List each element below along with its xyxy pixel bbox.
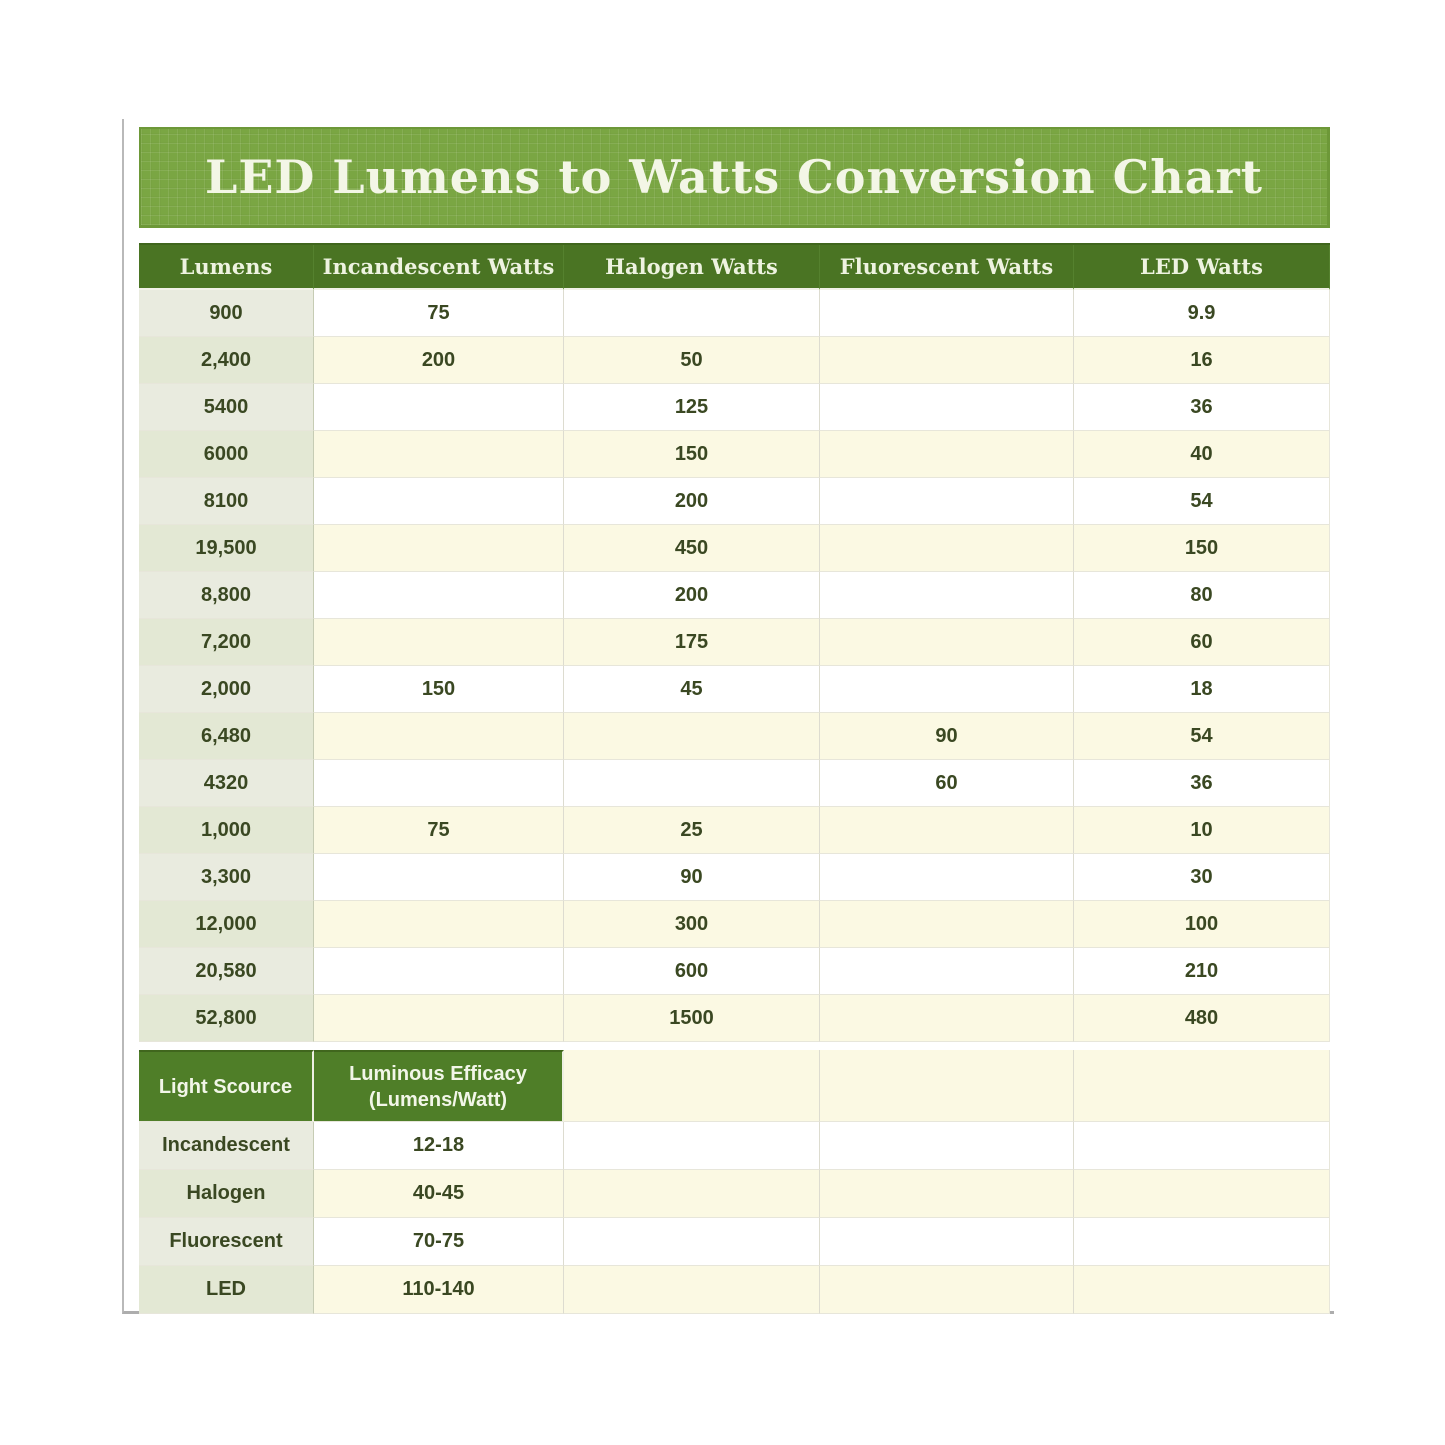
title-banner bbox=[139, 127, 1330, 228]
conversion-row bbox=[139, 760, 1330, 807]
conversion-row bbox=[139, 337, 1330, 384]
watts-value-cell bbox=[820, 807, 1074, 854]
efficacy-row bbox=[139, 1170, 1330, 1218]
watts-value-cell: 40 bbox=[1074, 431, 1330, 478]
lumens-value-cell: 2,400 bbox=[139, 337, 314, 384]
watts-value-cell bbox=[564, 713, 820, 760]
watts-value-cell bbox=[820, 384, 1074, 431]
watts-value-cell: 150 bbox=[564, 431, 820, 478]
watts-value-cell: 36 bbox=[1074, 760, 1330, 807]
conversion-row bbox=[139, 431, 1330, 478]
efficacy-value-cell: 40-45 bbox=[314, 1170, 564, 1218]
conversion-table-header-row bbox=[139, 243, 1330, 290]
lumens-value-cell: 19,500 bbox=[139, 525, 314, 572]
watts-value-cell bbox=[820, 666, 1074, 713]
light-source-cell: LED bbox=[139, 1266, 314, 1314]
watts-value-cell: 18 bbox=[1074, 666, 1330, 713]
watts-value-cell bbox=[564, 760, 820, 807]
column-header-fluorescent-watts: Fluorescent Watts bbox=[820, 245, 1074, 290]
watts-value-cell: 480 bbox=[1074, 995, 1330, 1042]
watts-value-cell bbox=[820, 995, 1074, 1042]
watts-value-cell bbox=[820, 431, 1074, 478]
watts-value-cell: 60 bbox=[820, 760, 1074, 807]
lumens-value-cell: 2,000 bbox=[139, 666, 314, 713]
watts-value-cell: 1500 bbox=[564, 995, 820, 1042]
watts-value-cell bbox=[820, 854, 1074, 901]
watts-value-cell bbox=[820, 478, 1074, 525]
light-source-cell: Fluorescent bbox=[139, 1218, 314, 1266]
luminous-efficacy-header-cell bbox=[314, 1050, 564, 1122]
watts-value-cell bbox=[314, 948, 564, 995]
watts-value-cell: 54 bbox=[1074, 713, 1330, 760]
lumens-value-cell: 6,480 bbox=[139, 713, 314, 760]
watts-value-cell: 100 bbox=[1074, 901, 1330, 948]
empty-filler-cell bbox=[564, 1122, 820, 1170]
watts-value-cell: 75 bbox=[314, 807, 564, 854]
efficacy-header-line2: (Lumens/Watt) bbox=[368, 1088, 508, 1111]
lumens-value-cell: 52,800 bbox=[139, 995, 314, 1042]
lumens-value-cell: 7,200 bbox=[139, 619, 314, 666]
watts-value-cell: 10 bbox=[1074, 807, 1330, 854]
conversion-row bbox=[139, 995, 1330, 1042]
empty-filler-cell bbox=[1074, 1218, 1330, 1266]
watts-value-cell: 300 bbox=[564, 901, 820, 948]
watts-value-cell: 125 bbox=[564, 384, 820, 431]
watts-value-cell bbox=[314, 760, 564, 807]
page-title: LED Lumens to Watts Conversion Chart bbox=[204, 150, 1264, 204]
watts-value-cell: 600 bbox=[564, 948, 820, 995]
empty-filler-cell bbox=[1074, 1170, 1330, 1218]
conversion-row bbox=[139, 619, 1330, 666]
light-source-header-cell: Light Scource bbox=[139, 1050, 314, 1122]
watts-value-cell bbox=[314, 901, 564, 948]
watts-value-cell bbox=[314, 572, 564, 619]
watts-value-cell: 200 bbox=[564, 572, 820, 619]
conversion-row bbox=[139, 525, 1330, 572]
conversion-table-body bbox=[139, 290, 1330, 1042]
lumens-value-cell: 4320 bbox=[139, 760, 314, 807]
conversion-row bbox=[139, 572, 1330, 619]
watts-value-cell bbox=[820, 619, 1074, 666]
watts-value-cell bbox=[820, 525, 1074, 572]
efficacy-row bbox=[139, 1122, 1330, 1170]
watts-value-cell: 60 bbox=[1074, 619, 1330, 666]
watts-value-cell bbox=[564, 290, 820, 337]
watts-value-cell: 30 bbox=[1074, 854, 1330, 901]
watts-value-cell bbox=[820, 572, 1074, 619]
efficacy-value-cell: 110-140 bbox=[314, 1266, 564, 1314]
column-header-halogen-watts: Halogen Watts bbox=[564, 245, 820, 290]
watts-value-cell: 16 bbox=[1074, 337, 1330, 384]
watts-value-cell: 75 bbox=[314, 290, 564, 337]
lumens-value-cell: 5400 bbox=[139, 384, 314, 431]
watts-value-cell: 150 bbox=[1074, 525, 1330, 572]
watts-value-cell: 200 bbox=[564, 478, 820, 525]
watts-value-cell: 36 bbox=[1074, 384, 1330, 431]
conversion-row bbox=[139, 948, 1330, 995]
watts-value-cell: 450 bbox=[564, 525, 820, 572]
conversion-row bbox=[139, 807, 1330, 854]
light-source-cell: Halogen bbox=[139, 1170, 314, 1218]
watts-value-cell: 90 bbox=[564, 854, 820, 901]
document-page bbox=[122, 119, 1334, 1314]
lumens-value-cell: 20,580 bbox=[139, 948, 314, 995]
watts-value-cell: 150 bbox=[314, 666, 564, 713]
empty-filler-cell bbox=[1074, 1266, 1330, 1314]
conversion-row bbox=[139, 384, 1330, 431]
lumens-value-cell: 8100 bbox=[139, 478, 314, 525]
conversion-row bbox=[139, 478, 1330, 525]
watts-value-cell bbox=[314, 525, 564, 572]
column-header-led-watts: LED Watts bbox=[1074, 245, 1330, 290]
watts-value-cell bbox=[314, 713, 564, 760]
empty-filler-cell bbox=[564, 1170, 820, 1218]
tables-container bbox=[139, 243, 1330, 1314]
lumens-value-cell: 8,800 bbox=[139, 572, 314, 619]
lumens-value-cell: 6000 bbox=[139, 431, 314, 478]
lumens-value-cell: 1,000 bbox=[139, 807, 314, 854]
efficacy-value-cell: 12-18 bbox=[314, 1122, 564, 1170]
empty-filler-cell bbox=[564, 1218, 820, 1266]
lumens-value-cell: 900 bbox=[139, 290, 314, 337]
watts-value-cell bbox=[820, 901, 1074, 948]
watts-value-cell bbox=[314, 384, 564, 431]
empty-filler-cell bbox=[1074, 1122, 1330, 1170]
table-gap bbox=[139, 1042, 1330, 1050]
watts-value-cell: 90 bbox=[820, 713, 1074, 760]
light-source-cell: Incandescent bbox=[139, 1122, 314, 1170]
watts-value-cell bbox=[820, 948, 1074, 995]
watts-value-cell: 200 bbox=[314, 337, 564, 384]
watts-value-cell bbox=[314, 619, 564, 666]
watts-value-cell: 50 bbox=[564, 337, 820, 384]
efficacy-header-line1: Luminous Efficacy bbox=[349, 1062, 527, 1085]
conversion-row bbox=[139, 713, 1330, 760]
watts-value-cell: 80 bbox=[1074, 572, 1330, 619]
watts-value-cell: 210 bbox=[1074, 948, 1330, 995]
empty-filler-cell bbox=[564, 1266, 820, 1314]
watts-value-cell bbox=[314, 854, 564, 901]
efficacy-table-body bbox=[139, 1122, 1330, 1314]
empty-filler-cell bbox=[820, 1122, 1074, 1170]
empty-header-filler-cell bbox=[820, 1050, 1074, 1122]
empty-filler-cell bbox=[820, 1170, 1074, 1218]
watts-value-cell: 25 bbox=[564, 807, 820, 854]
watts-value-cell bbox=[820, 290, 1074, 337]
lumens-value-cell: 3,300 bbox=[139, 854, 314, 901]
conversion-row bbox=[139, 290, 1330, 337]
watts-value-cell bbox=[314, 431, 564, 478]
empty-filler-cell bbox=[820, 1266, 1074, 1314]
efficacy-row bbox=[139, 1218, 1330, 1266]
conversion-row bbox=[139, 901, 1330, 948]
efficacy-row bbox=[139, 1266, 1330, 1314]
efficacy-table-header-row bbox=[139, 1050, 1330, 1122]
empty-header-filler-cell bbox=[564, 1050, 820, 1122]
column-header-incandescent-watts: Incandescent Watts bbox=[314, 245, 564, 290]
watts-value-cell: 54 bbox=[1074, 478, 1330, 525]
efficacy-value-cell: 70-75 bbox=[314, 1218, 564, 1266]
watts-value-cell: 175 bbox=[564, 619, 820, 666]
watts-value-cell: 9.9 bbox=[1074, 290, 1330, 337]
column-header-lumens: Lumens bbox=[139, 245, 314, 290]
watts-value-cell bbox=[314, 478, 564, 525]
lumens-value-cell: 12,000 bbox=[139, 901, 314, 948]
watts-value-cell: 45 bbox=[564, 666, 820, 713]
empty-filler-cell bbox=[820, 1218, 1074, 1266]
conversion-row bbox=[139, 854, 1330, 901]
empty-header-filler-cell bbox=[1074, 1050, 1330, 1122]
watts-value-cell bbox=[314, 995, 564, 1042]
conversion-row bbox=[139, 666, 1330, 713]
watts-value-cell bbox=[820, 337, 1074, 384]
